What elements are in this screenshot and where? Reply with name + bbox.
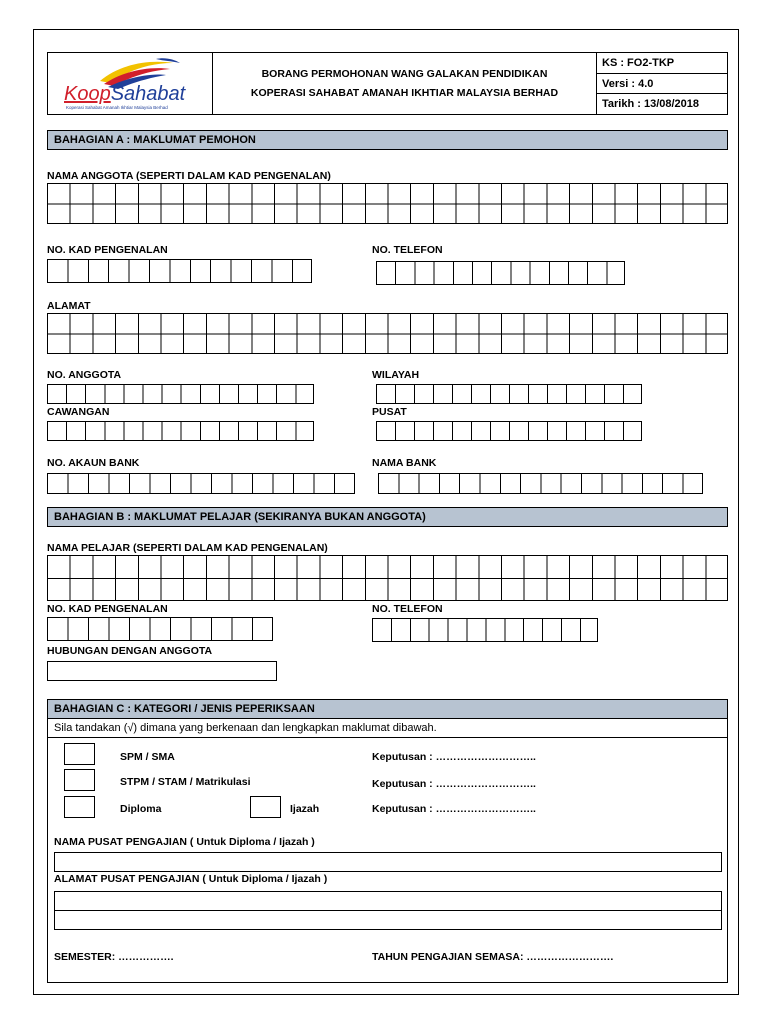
alamat-pusat-field-1[interactable] [54,891,722,911]
nama-bank-field[interactable] [378,473,703,494]
pelajar-no-telefon-label: NO. TELEFON [372,603,443,615]
tahun-pengajian-field: TAHUN PENGAJIAN SEMASA: ……………………. [372,951,614,963]
nama-pusat-label: NAMA PUSAT PENGAJIAN ( Untuk Diploma / Ijazah ) [54,836,315,848]
no-telefon-field[interactable] [376,261,625,285]
doc-date: Tarikh : 13/08/2018 [602,98,700,111]
no-akaun-bank-field[interactable] [47,473,355,494]
no-anggota-label: NO. ANGGOTA [47,369,122,381]
wilayah-label: WILAYAH [372,369,420,381]
ijazah-checkbox[interactable] [250,796,281,818]
nama-bank-label: NAMA BANK [372,457,437,469]
form-title-line2: KOPERASI SAHABAT AMANAH IKHTIAR MALAYSIA BERHAD [250,86,559,99]
diploma-keputusan: Keputusan : ……………………….. [372,803,536,815]
spm-keputusan: Keputusan : ……………………….. [372,751,536,763]
alamat-pusat-field-2[interactable] [54,910,722,930]
instruction-divider [47,737,728,738]
pelajar-no-telefon-field[interactable] [372,618,598,642]
stpm-label: STPM / STAM / Matrikulasi [120,776,251,788]
form-title [213,53,597,114]
pusat-label: PUSAT [372,406,407,418]
nama-pelajar-field[interactable] [47,555,728,601]
section-c-instruction: Sila tandakan (√) dimana yang berkenaan dan lengkapkan maklumat dibawah. [54,722,437,734]
pelajar-no-kp-field[interactable] [47,617,273,641]
logo-text-koop: Koop [64,83,111,105]
no-telefon-label: NO. TELEFON [372,244,443,256]
form-title-line1: BORANG PERMOHONAN WANG GALAKAN PENDIDIKAN [261,67,548,80]
hubungan-label: HUBUNGAN DENGAN ANGGOTA [47,645,213,657]
diploma-label: Diploma [120,803,162,815]
logo-text-sahabat: Sahabat [110,83,186,105]
koop-sahabat-logo [48,53,213,114]
cawangan-label: CAWANGAN [47,406,110,418]
no-anggota-field[interactable] [47,384,314,404]
spm-label: SPM / SMA [120,751,175,763]
alamat-pusat-label: ALAMAT PUSAT PENGAJIAN ( Untuk Diploma / Ijazah ) [54,873,328,885]
no-kp-label: NO. KAD PENGENALAN [47,244,168,256]
document-meta [597,53,727,114]
logo-tagline: Koperasi Sahabat Amanah Ikhtiar Malaysia Berhad [66,105,168,110]
no-akaun-bank-label: NO. AKAUN BANK [47,457,140,469]
section-b-heading: BAHAGIAN B : MAKLUMAT PELAJAR (SEKIRANYA BUKAN ANGGOTA) [47,507,728,527]
hubungan-field[interactable] [47,661,277,681]
pelajar-no-kp-label: NO. KAD PENGENALAN [47,603,168,615]
cawangan-field[interactable] [47,421,314,441]
doc-code: KS : FO2-TKP [597,53,727,74]
ijazah-label: Ijazah [290,803,320,815]
alamat-field[interactable] [47,313,728,354]
section-a-heading: BAHAGIAN A : MAKLUMAT PEMOHON [47,130,728,150]
semester-field: SEMESTER: ……………. [54,951,174,963]
diploma-checkbox[interactable] [64,796,95,818]
nama-anggota-label: NAMA ANGGOTA (SEPERTI DALAM KAD PENGENALAN) [47,170,331,182]
nama-pusat-field[interactable] [54,852,722,872]
no-kp-field[interactable] [47,259,312,283]
stpm-checkbox[interactable] [64,769,95,791]
stpm-keputusan: Keputusan : ……………………….. [372,778,536,790]
pusat-field[interactable] [376,421,642,441]
wilayah-field[interactable] [376,384,642,404]
nama-pelajar-label: NAMA PELAJAR (SEPERTI DALAM KAD PENGENALAN) [47,542,328,554]
alamat-label: ALAMAT [47,300,91,312]
nama-anggota-field[interactable] [47,183,728,224]
section-c-heading: BAHAGIAN C : KATEGORI / JENIS PEPERIKSAAN [47,699,728,719]
form-header [47,52,728,115]
spm-checkbox[interactable] [64,743,95,765]
doc-version: Versi : 4.0 [597,74,727,95]
